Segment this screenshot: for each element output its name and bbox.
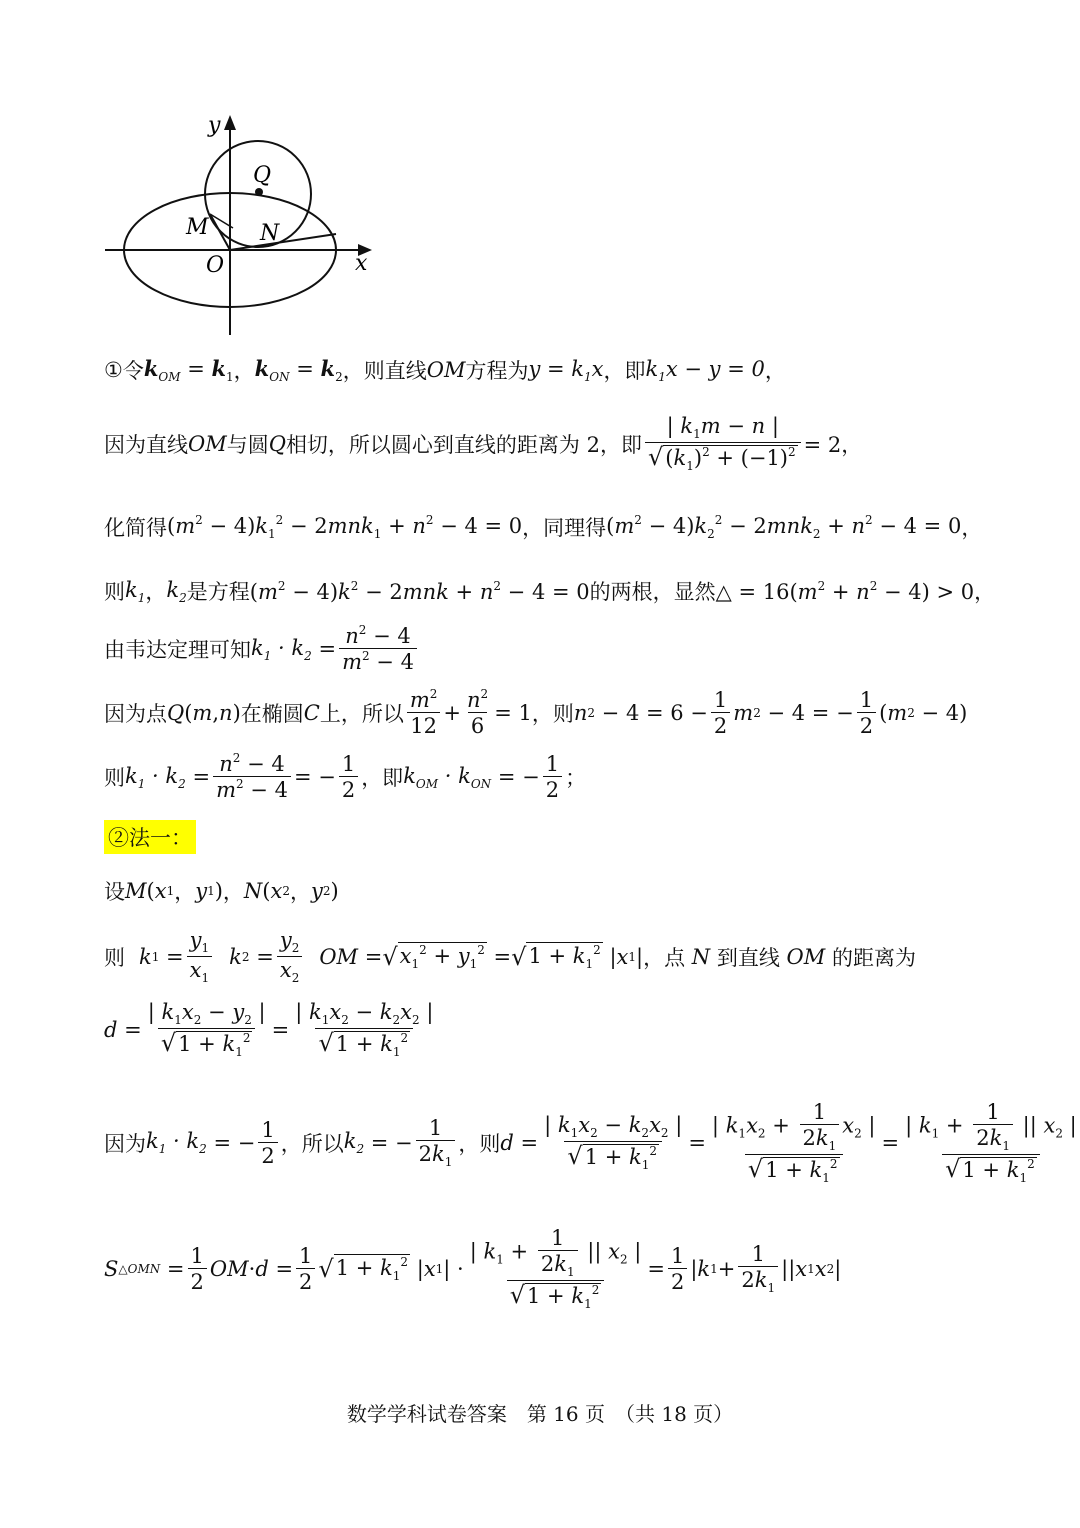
formula-kom: $k_{OM} = k_1$ — [143, 356, 234, 384]
label-q: Q — [253, 163, 272, 188]
point-q — [255, 188, 263, 196]
formula-discriminant: △ = $16(m^2 + n^2 - 4) > 0$ — [715, 578, 975, 604]
label-n: N — [260, 221, 280, 246]
formula-line-om: $y = k_1x$ — [528, 356, 604, 384]
label-x: x — [355, 251, 368, 276]
y-axis-arrow — [224, 115, 236, 130]
roots-line: 则 $k_1$ ， $k_2$ 是方程 $(m^2 - 4)k^2 - 2mnk + n^2 - 4 = 0$ 的两根，显然 △ = $16(m^2 + n^2 - 4) > 0$ ， — [104, 577, 996, 605]
formula-line-general: $k_1x - y = 0$ — [645, 356, 765, 384]
vieta-fraction: $\frac{n^2 - 4}{m^2 - 4}$ — [339, 624, 417, 674]
tangent-distance-line: 因为直线 OM 与圆 Q 相切，所以圆心到直线的距离为 2，即 $\frac{| k_1m - n |}{√(k_1)^2 + (-1)^2}$ = 2， — [104, 414, 863, 473]
formula-quadratic: $(m^2 - 4)k^2 - 2mnk + n^2 - 4 = 0$ — [249, 578, 590, 604]
formula-kon: $k_{ON} = k_2$ — [254, 356, 343, 384]
point-on-ellipse-line: 因为点 Q ( m , n ) 在椭圆 C 上，所以 $\frac{m^2}{12}$ + $\frac{n^2}{6}$ = 1 ，则 n 2 − 4 = 6 − $\frac{1}{2}$ m 2 − 4 = − $\frac{1}{2}$ ( m 2 − 4) — [104, 687, 968, 739]
step-1-line: ① 令 $k_{OM} = k_1$ ， $k_{ON} = k_2$ ，则直线 OM 方程为 $y = k_1x$ ，即 $k_1x - y = 0$ ， — [104, 356, 786, 384]
formula-eq-k1: $(m^2 - 4)k_1^2 - 2mnk_1 + n^2 - 4 = 0$ — [167, 513, 523, 541]
page-footer: 数学学科试卷答案 第 16 页 （共 18 页） — [346, 1402, 734, 1426]
method-one-heading: ②法一： — [104, 820, 196, 854]
set-points-line: 设 M ( x 1 ， y 1 ) ， N ( x 2 ， y 2 ) — [104, 879, 339, 904]
label-y: y — [208, 113, 221, 138]
formula-eq-k2: $(m^2 - 4)k_2^2 - 2mnk_2 + n^2 - 4 = 0$ — [606, 513, 962, 541]
distance-d-line: d = $\frac{| k_1x_2 - y_2 |}{√1 + k_1^2}$ = $\frac{| k_1x_2 - k_2x_2 |}{√1 + k_1^2}$ — [104, 1000, 434, 1059]
label-o: O — [206, 253, 225, 278]
product-result-line: 则 $k_1 \cdot k_2$ = $\frac{n^2 - 4}{m^2 - 4}$ = − $\frac{1}{2}$ ，即 $k_{OM} \cdot k_{ON}$ = − $\frac{1}{2}$ ； — [104, 751, 587, 803]
substitute-k2-line: 因为 $k_1 \cdot k_2$ = − $\frac{1}{2}$ ，所以 $k_2$ = − $\frac{1}{2k_1}$ ，则 d = $\frac{| k_1x_2 - k_2x_2 |}{√1 + k_1^2}$ = | $k_1x_2$ + $\frac{1}{2k_1}$ $x_2$ | $√1 + k_1^2$ = | $k_1$ + $\frac{1}{2k_1}$ || $x_2$ | $√1 + k_1^2$ — [104, 1100, 1077, 1185]
vieta-line: 由韦达定理可知 $k_1 \cdot k_2$ = $\frac{n^2 - 4}{m^2 - 4}$ — [104, 624, 420, 674]
slopes-line: 则 k 1 = $\frac{y_1}{x_1}$ k 2 = $\frac{y_2}{x_2}$ OM = √ $x_1^2 + y_1^2$ = √ $1 + k_1^2$ | x 1 | ，点 N 到直线 OM 的距离为 — [104, 928, 916, 985]
ellipse-circle-figure — [100, 110, 400, 350]
distance-fraction: $\frac{| k_1m - n |}{√(k_1)^2 + (-1)^2}$ — [645, 414, 801, 474]
circled-one: ① — [104, 358, 123, 382]
area-line: S △OMN = $\frac{1}{2}$ OM · d = $\frac{1}{2}$ √ $1 + k_1^2$ | x 1 | · | $k_1$ + $\frac{1}{2k_1}$ || $x_2$ | $√1 + k_1^2$ = $\frac{1}{2}$ | k 1 + $\frac{1}{2k_1}$ || x 1 x 2 | — [104, 1226, 842, 1311]
label-m: M — [186, 215, 209, 240]
simplify-line: 化简得 $(m^2 - 4)k_1^2 - 2mnk_1 + n^2 - 4 = 0$ ，同理得 $(m^2 - 4)k_2^2 - 2mnk_2 + n^2 - 4 = 0$ ， — [104, 513, 983, 541]
line-on — [230, 234, 336, 250]
